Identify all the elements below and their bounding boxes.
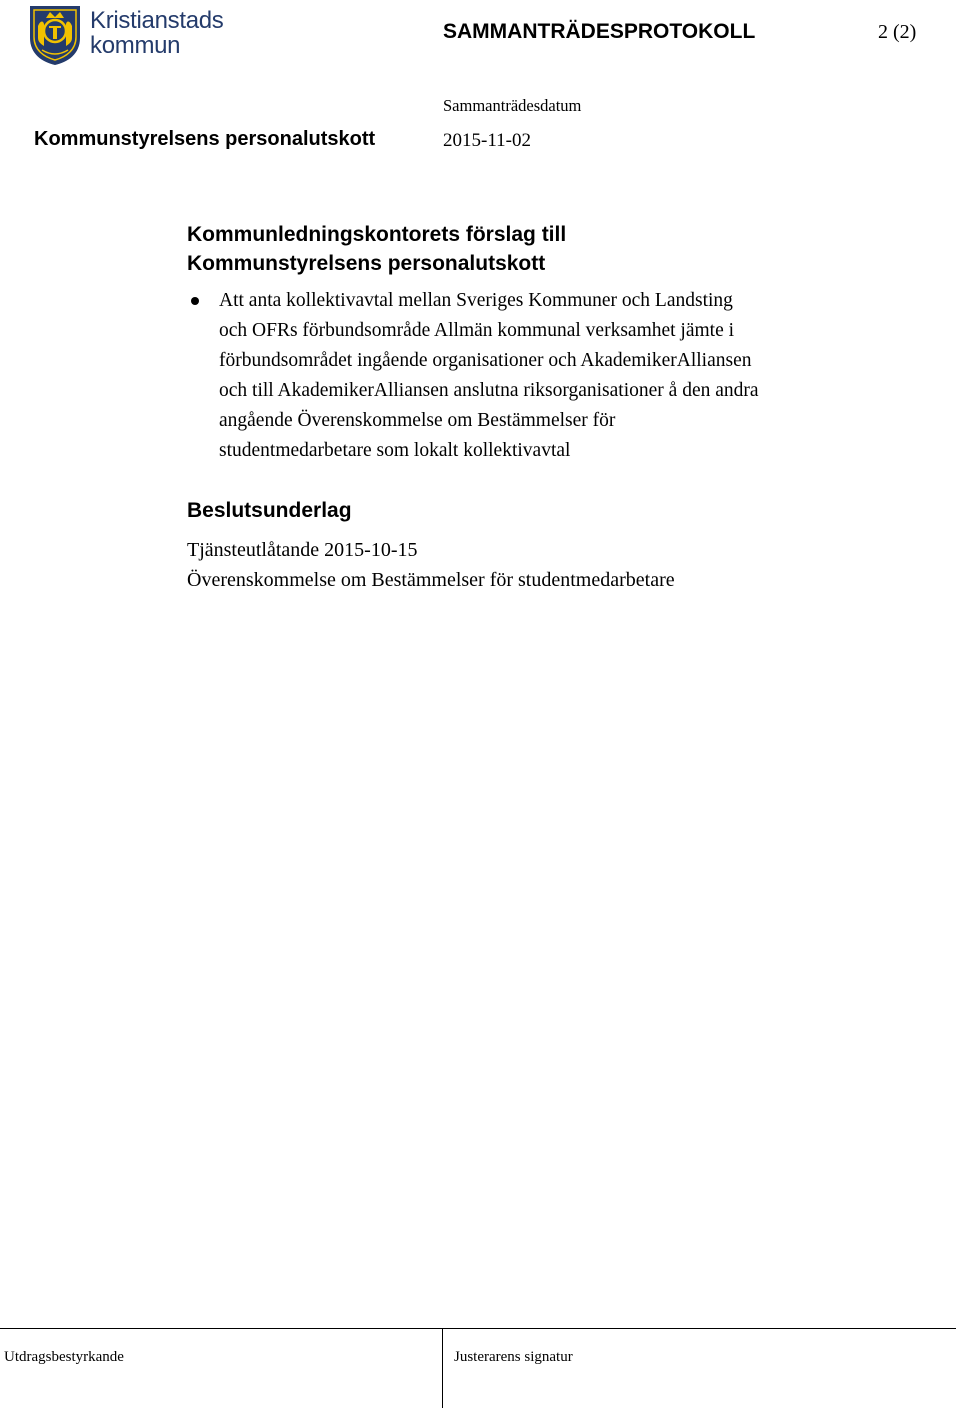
coat-of-arms-icon [28, 4, 82, 66]
proposal-heading [187, 220, 566, 278]
proposal-heading-line-1: Kommunledningskontorets förslag till [187, 223, 567, 246]
proposal-line-4: och till AkademikerAlliansen anslutna riksorganisationer å den andra [219, 380, 759, 401]
committee-name: Kommunstyrelsens personalutskott [34, 128, 376, 150]
municipality-logo [28, 4, 224, 66]
basis-documents [187, 535, 675, 595]
basis-document-1: Tjänsteutlåtande 2015-10-15 [187, 539, 418, 561]
bullet-icon [191, 297, 199, 305]
basis-document-2: Överenskommelse om Bestämmelser för studentmedarbetare [187, 569, 675, 591]
document-type-title: SAMMANTRÄDESPROTOKOLL [443, 20, 756, 43]
basis-heading: Beslutsunderlag [187, 499, 352, 522]
footer-divider [442, 1328, 443, 1408]
page-number: 2 (2) [878, 21, 917, 43]
list-item [187, 286, 887, 466]
logo-line-2: kommun [90, 32, 181, 59]
proposal-heading-line-2: Kommunstyrelsens personalutskott [187, 252, 546, 275]
extract-orderer-label: Utdragsbestyrkande [4, 1349, 124, 1365]
proposal-line-5: angående Överenskommelse om Bestämmelser för [219, 410, 616, 431]
adjuster-signature-label: Justerarens signatur [454, 1349, 573, 1365]
proposal-list [187, 286, 887, 466]
meeting-date: 2015-11-02 [443, 130, 531, 151]
proposal-line-1: Att anta kollektivavtal mellan Sveriges Kommuner och Landsting [219, 290, 733, 311]
footer-rule [0, 1328, 956, 1329]
meeting-date-label: Sammanträdesdatum [443, 96, 582, 115]
logo-wordmark [90, 8, 224, 58]
proposal-line-2: och OFRs förbundsområde Allmän kommunal verksamhet jämte i [219, 320, 735, 341]
logo-line-1: Kristianstads [90, 7, 224, 34]
proposal-line-6: studentmedarbetare som lokalt kollektivavtal [219, 440, 571, 461]
proposal-line-3: förbundsområdet ingående organisationer och AkademikerAlliansen [219, 350, 752, 371]
